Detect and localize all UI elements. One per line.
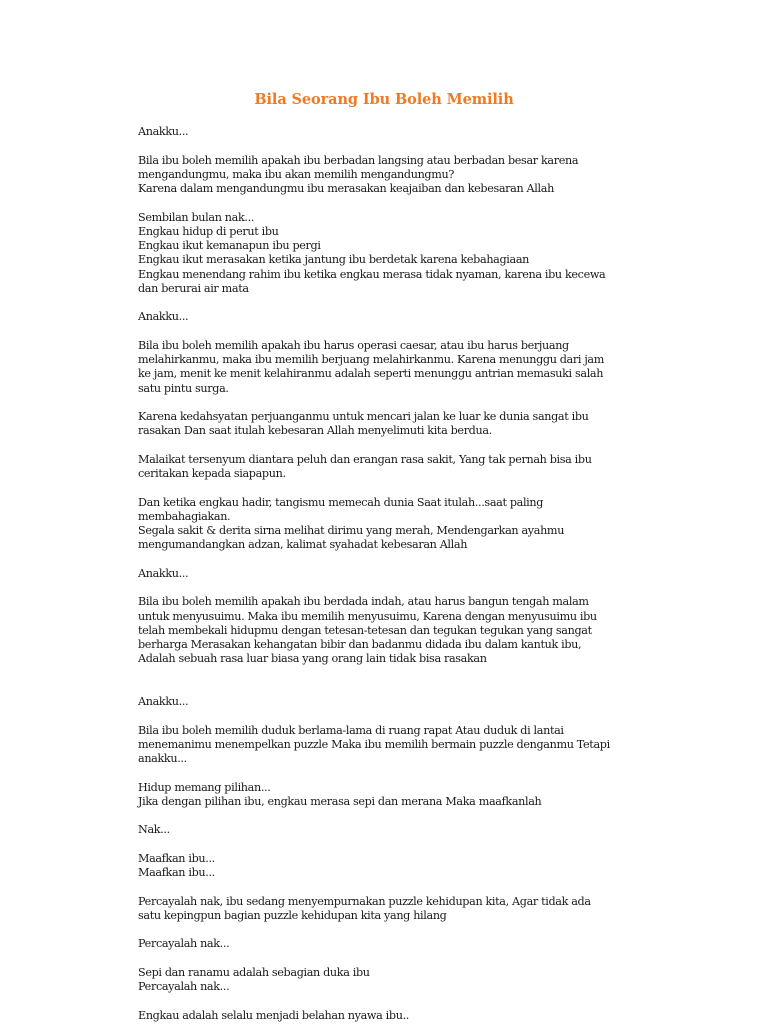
paragraph: Bila ibu boleh memilih duduk berlama-lama di ruang rapat Atau duduk di lantai menemanimu menempelkan puzzle Maka ibu memilih bermain puzzle denganmu Tetapi anakku... [138, 723, 610, 765]
paragraph: Bila ibu boleh memilih apakah ibu berbadan langsing atau berbadan besar karena mengandungmu, maka ibu akan memilih mengandungmu? Karena dalam mengandungmu ibu merasakan keajaiban dan kebesaran Allah [138, 153, 579, 195]
paragraph: Anakku... [138, 125, 189, 138]
paragraph: Bila ibu boleh memilih apakah ibu harus operasi caesar, atau ibu harus berjuang melahirkanmu, maka ibu memilih berjuang melahirkanmu. Karena menunggu dari jam ke jam, menit ke menit kelahiranmu adalah seperti menunggu antrian memasuki salah satu pintu surga. [138, 338, 605, 395]
paragraph: Sepi dan ranamu adalah sebagian duka ibu Percayalah nak... [138, 965, 370, 993]
paragraph: Hidup memang pilihan... Jika dengan pilihan ibu, engkau merasa sepi dan merana Maka maafkanlah [138, 780, 542, 808]
paragraph: Bila ibu boleh memilih apakah ibu berdada indah, atau harus bangun tengah malam untuk menyusuimu. Maka ibu memilih menyusuimu, Karena dengan menyusuimu ibu telah membekali hidupmu dengan tetesan-tetesan dan tegukan tegukan yang sangat berharga Merasakan kehangatan bibir dan badanmu didada ibu dalam kantuk ibu, Adalah sebuah rasa luar biasa yang orang lain tidak bisa rasakan [138, 595, 597, 666]
document-body [138, 125, 638, 1024]
paragraph: Malaikat tersenyum diantara peluh dan erangan rasa sakit, Yang tak pernah bisa ibu ceritakan kepada siapapun. [138, 452, 592, 480]
paragraph: Percayalah nak... [138, 937, 230, 951]
paragraph: Anakku... [138, 695, 189, 708]
paragraph: Dan ketika engkau hadir, tangismu memecah dunia Saat itulah...saat paling membahagiakan. Segala sakit & derita sirna melihat dirimu yang merah, Mendengarkan ayahmu mengumandangkan adzan, kalimat syahadat kebesaran Allah [138, 495, 565, 552]
paragraph: Nak... [138, 823, 170, 837]
paragraph: Sembilan bulan nak... Engkau hidup di perut ibu Engkau ikut kemanapun ibu pergi Engkau ikut merasakan ketika jantung ibu berdetak karena kebahagiaan Engkau menendang rahim ibu ketika engkau merasa tidak nyaman, karena ibu kecewa dan berurai air mata [138, 210, 606, 295]
paragraph: Anakku... [138, 310, 189, 324]
paragraph: Karena kedahsyatan perjuanganmu untuk mencari jalan ke luar ke dunia sangat ibu rasakan Dan saat itulah kebesaran Allah menyelimuti kita berdua. [138, 410, 589, 438]
paragraph: Anakku... [138, 566, 189, 580]
paragraph: Engkau adalah selalu menjadi belahan nyawa ibu.. [138, 1008, 409, 1022]
document-title: Bila Seorang Ibu Boleh Memilih [254, 91, 514, 108]
paragraph: Maafkan ibu... Maafkan ibu... [138, 851, 215, 879]
paragraph: Percayalah nak, ibu sedang menyempurnakan puzzle kehidupan kita, Agar tidak ada satu kepingpun bagian puzzle kehidupan kita yang hilang [138, 894, 591, 922]
